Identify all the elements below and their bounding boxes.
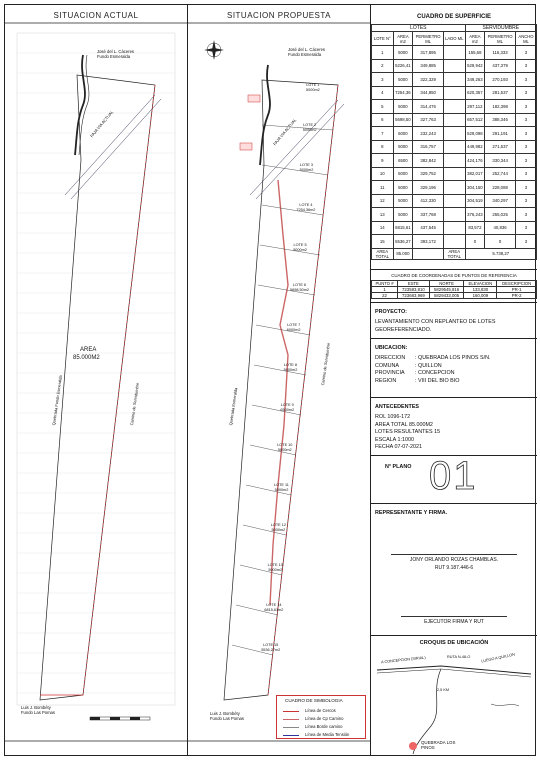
lot-label (290, 283, 309, 292)
table-cell: 40,836 (485, 221, 516, 235)
proyecto-text-2: GEOREFERENCIADO. (375, 327, 432, 333)
table-cell: 329,196 (413, 181, 444, 195)
proyecto-section (371, 302, 537, 333)
ubicacion-value: : QUILLON (415, 362, 442, 369)
legend-box (276, 695, 366, 739)
table-row (372, 86, 537, 100)
table-cell: 160,009 (464, 293, 497, 299)
table-row (372, 208, 537, 222)
lot-name: LOTE 14 (266, 603, 282, 607)
lot-area: 7254,36m2 (296, 207, 316, 212)
table-cell: 7 (372, 127, 394, 141)
lot-label (284, 363, 298, 372)
lot-area: 5698,50m2 (290, 287, 309, 292)
coord-table (371, 280, 537, 299)
table-cell: 327,763 (413, 113, 444, 127)
lot-name: LOTE 7 (287, 323, 301, 327)
table-cell: 255,025 (485, 208, 516, 222)
surface-group-lotes: LOTES (372, 25, 466, 32)
road-label-2: FAJA VIA ACTUAL (272, 117, 298, 147)
table-cell: 657,512 (465, 113, 485, 127)
legend-swatch (283, 711, 299, 712)
lot-area: 5000m2 (306, 87, 320, 92)
lot-name: LOTE 11 (274, 483, 289, 487)
legend-swatch (283, 719, 299, 720)
coord-header-4: DESCRIPCION (497, 281, 537, 287)
croquis-road-3: LUEGO A QUILLON (480, 652, 516, 664)
legend-swatch (283, 735, 299, 736)
table-cell: 232,243 (413, 127, 444, 141)
table-cell (443, 73, 465, 87)
proyecto-heading: PROYECTO: (375, 309, 407, 315)
table-cell: 344,850 (413, 86, 444, 100)
total-lotes-label: AREA TOTAL (372, 248, 394, 259)
table-cell: 5000 (393, 46, 413, 60)
table-cell: 4 (372, 86, 394, 100)
table-cell: 116,333 (485, 46, 516, 60)
lot-label (296, 203, 315, 212)
south-owner-label: Luis J. Bombéty Fundo Las Pomas (21, 705, 55, 715)
table-cell: 3 (515, 194, 536, 208)
total-serv-label: AREA TOTAL (443, 248, 465, 259)
table-row (372, 46, 537, 60)
plano-number: 01 (429, 454, 478, 498)
ubicacion-key: COMUNA (375, 362, 399, 369)
coord-table-title: CUADRO DE COORDENADAS DE PUNTOS DE REFERENCIA (391, 273, 517, 278)
road-label: FAJA VIA ACTUAL (89, 109, 115, 139)
table-cell: 5226,41 (393, 59, 413, 73)
table-cell: 437,545 (413, 221, 444, 235)
table-row (372, 127, 537, 141)
lot-label (287, 323, 301, 332)
table-cell: 9 (372, 154, 394, 168)
left-boundary-label-2: Quebrada Esmeralda (228, 387, 239, 426)
ejecutor-label: EJECUTOR FIRMA Y RUT (424, 619, 484, 625)
north-arrow-icon (204, 40, 224, 60)
area-label: AREA (80, 347, 97, 353)
plano-section (371, 455, 537, 503)
table-cell: 3 (515, 167, 536, 181)
table-cell: 304,150 (465, 181, 485, 195)
table-cell: 349,885 (413, 59, 444, 73)
croquis-road-2: RUTA N-48-O (447, 655, 471, 659)
table-cell: 15 (372, 235, 394, 249)
table-cell: 330,344 (485, 154, 516, 168)
table-cell (443, 59, 465, 73)
table-cell: 297,112 (465, 100, 485, 114)
table-cell: 3 (515, 100, 536, 114)
lot-label (280, 403, 294, 412)
table-cell: 529,942 (465, 59, 485, 73)
firma-line (391, 554, 517, 555)
plan-actual-drawing (5, 5, 188, 757)
antecedente-line: FECHA 07-07-2021 (375, 444, 423, 450)
lot-area: 5536,27m2 (261, 647, 281, 652)
lot-name: LOTE 13 (267, 563, 283, 567)
table-cell: 337,768 (413, 208, 444, 222)
legend-item-label: Línea de Media Tensión (305, 732, 350, 737)
table-cell: 376,243 (465, 208, 485, 222)
lot-name: LOTE 12 (270, 523, 286, 527)
table-cell: 0 (465, 235, 485, 249)
table-cell: 3 (515, 127, 536, 141)
table-cell: 8 (372, 140, 394, 154)
lot-area: 5000m2 (268, 567, 283, 572)
table-cell: 3 (515, 73, 536, 87)
firma-heading: REPRESENTANTE Y FIRMA. (375, 510, 448, 516)
ubicacion-value: : VIII DEL BIO BIO (415, 377, 460, 384)
croquis-road-1: A CONCEPCION (SIRIAL) (380, 655, 426, 665)
table-cell: 322,329 (413, 73, 444, 87)
table-row (372, 235, 537, 249)
lot-area: 6500m2 (280, 407, 295, 412)
table-row (372, 140, 537, 154)
table-cell: 3 (515, 235, 536, 249)
plano-label: N° PLANO (385, 464, 412, 470)
table-cell: 270,193 (485, 73, 516, 87)
firma-section (371, 503, 537, 625)
table-cell: 22 (372, 293, 398, 299)
surface-header-5: PERIMETRO ML (485, 32, 516, 46)
surface-table (371, 24, 537, 260)
table-cell: 424,176 (465, 154, 485, 168)
table-row (372, 181, 537, 195)
left-boundary-label: Quebrada Fundo Esmeralda (51, 375, 63, 426)
table-cell (443, 235, 465, 249)
antecedente-line: ESCALA 1:1000 (375, 436, 414, 443)
lot-label (274, 483, 289, 492)
lot-area: 5000m2 (274, 487, 289, 492)
total-serv-value: 5.738,27 (465, 248, 536, 259)
table-cell (443, 221, 465, 235)
legend-item-label: Línea de Cp Camino (305, 716, 344, 721)
lot-area: 5000m2 (293, 247, 307, 252)
table-cell: 316,757 (413, 140, 444, 154)
table-row (372, 100, 537, 114)
table-cell: 6000 (393, 127, 413, 141)
antecedente-line: ROL 1096-172 (375, 414, 411, 420)
table-cell: 5536,27 (393, 235, 413, 249)
table-cell: 382,017 (465, 167, 485, 181)
lot-name: LOTE 10 (277, 443, 293, 447)
ubicacion-value: : CONCEPCION (415, 370, 455, 376)
table-cell: 5829545,816 (429, 287, 464, 293)
lot-area: 5000m2 (277, 447, 292, 452)
panel-info (371, 5, 537, 755)
lot-area: 5000m2 (283, 367, 298, 372)
table-cell: 291,191 (485, 127, 516, 141)
surface-header-0: LOTE N° (372, 32, 394, 46)
croquis-section (371, 635, 537, 757)
table-cell: 13 (372, 208, 394, 222)
antecedentes-heading: ANTECEDENTES (375, 404, 420, 410)
table-cell: 11 (372, 181, 394, 195)
table-cell: 5698,50 (393, 113, 413, 127)
coord-header-3: ELEVACION (464, 281, 497, 287)
table-cell: 329,752 (413, 167, 444, 181)
table-cell (443, 100, 465, 114)
table-cell: 3 (515, 181, 536, 195)
table-cell (443, 46, 465, 60)
table-row (372, 59, 537, 73)
table-cell: 0 (485, 235, 516, 249)
coord-header-1: ESTE (398, 281, 430, 287)
lot-label (268, 563, 283, 572)
lot-label (271, 523, 286, 532)
panel-situacion-propuesta (188, 5, 371, 755)
table-cell: 3 (515, 154, 536, 168)
firma-name: JONY ORLANDO ROZAS CHAMBLAS. (409, 557, 499, 563)
table-cell: 5 (372, 100, 394, 114)
ubicacion-key: REGION (375, 377, 397, 384)
croquis-title: CROQUIS DE UBICACIÓN (419, 640, 489, 646)
lot-name: LOTE 8 (283, 363, 297, 367)
table-cell: 3 (515, 46, 536, 60)
surface-header-1: AREA m2 (393, 32, 413, 46)
antecedente-line: LOTES RESULTANTES 15 (375, 429, 441, 435)
table-cell (443, 86, 465, 100)
panel-title-actual: SITUACION ACTUAL (53, 11, 139, 20)
table-row (372, 154, 537, 168)
table-cell: 317,895 (413, 46, 444, 60)
table-cell: 3 (515, 208, 536, 222)
table-cell: 12 (372, 194, 394, 208)
table-cell: 620,357 (465, 86, 485, 100)
lot-label (261, 643, 280, 652)
table-cell: PR-2 (497, 293, 537, 299)
area-value: 85.000M2 (73, 355, 100, 361)
table-cell: 14 (372, 221, 394, 235)
table-cell (443, 167, 465, 181)
right-boundary-label-2: Camino de Servidumbre (320, 342, 331, 386)
table-cell: 723683,969 (398, 293, 430, 299)
table-cell: 6 (372, 113, 394, 127)
table-cell: 3 (372, 73, 394, 87)
ubicacion-heading: UBICACION: (375, 345, 408, 351)
lot-area: 5000m2 (271, 527, 286, 532)
table-cell: 3 (515, 86, 536, 100)
panel-situacion-actual (5, 5, 188, 755)
lot-label (306, 83, 320, 92)
north-owner-label: José del L. Cáceres Fundo Esmeralda (97, 49, 135, 59)
lot-label (293, 243, 307, 252)
table-row (372, 221, 537, 235)
lot-area: 6000m2 (286, 327, 301, 332)
total-lotes-value: 85.000 (393, 248, 413, 259)
table-cell (443, 113, 465, 127)
table-cell: 412,330 (413, 194, 444, 208)
lot-label (277, 443, 292, 452)
table-cell: 437,379 (485, 59, 516, 73)
table-cell: 5000 (393, 167, 413, 181)
lot-name: LOTE 4 (299, 203, 313, 207)
right-boundary-label: Camino de Servidumbre (129, 382, 140, 426)
table-cell: 723583,810 (398, 287, 430, 293)
lot-name: LOTE 3 (299, 163, 313, 167)
legend-item-label: Línea de Cercos (305, 708, 336, 713)
lot-label (300, 163, 314, 172)
coord-header-2: NORTE (429, 281, 464, 287)
table-cell: 5000 (393, 100, 413, 114)
lot-area: 5000m2 (299, 167, 314, 172)
surface-header-3: LADO ML (443, 32, 465, 46)
table-cell: 271,537 (485, 140, 516, 154)
plan-sheet (4, 4, 536, 756)
table-cell (443, 181, 465, 195)
lot-area: 6815,61m2 (264, 607, 284, 612)
surface-group-serv: SERVIDUMBRE (465, 25, 536, 32)
table-cell: 314,476 (413, 100, 444, 114)
coord-section (371, 269, 537, 298)
table-cell: 228,088 (485, 181, 516, 195)
south-owner-label-2: Luis J. Bombéty Fundo Las Pomas (210, 711, 244, 721)
table-cell: 5829433,005 (429, 293, 464, 299)
lot-name: LOTE 5 (293, 243, 307, 247)
lot-label (303, 123, 317, 132)
table-row (372, 194, 537, 208)
table-cell: 3 (515, 113, 536, 127)
table-cell: 3 (515, 221, 536, 235)
panel-title-propuesta: SITUACION PROPUESTA (226, 11, 332, 20)
table-cell: 529,098 (465, 127, 485, 141)
legend-title: CUADRO DE SIMBOLOGIA (285, 698, 343, 703)
table-cell: 2 (372, 59, 394, 73)
table-row (372, 167, 537, 181)
table-cell: 133,830 (464, 287, 497, 293)
lot-label (264, 603, 283, 612)
table-row (372, 73, 537, 87)
table-cell: 304,519 (465, 194, 485, 208)
table-cell: 6815,61 (393, 221, 413, 235)
proyecto-text-1: LEVANTAMIENTO CON REPLANTEO DE LOTES (375, 319, 496, 325)
table-cell (443, 208, 465, 222)
table-cell (443, 194, 465, 208)
lot-area: 5000m2 (302, 127, 317, 132)
surface-header-6: ANCHO ML (515, 32, 536, 46)
table-cell: 1 (372, 46, 394, 60)
table-row (372, 293, 537, 299)
firma-rut: RUT 9.187.446-6 (434, 565, 474, 571)
table-cell: 3 (515, 140, 536, 154)
table-cell: 382,842 (413, 154, 444, 168)
table-cell: 5000 (393, 194, 413, 208)
lot-name: LOTE 2 (303, 123, 317, 127)
north-owner-label-2: José del L. Cáceres Fundo Esmeralda (288, 47, 326, 57)
antecedente-line: AREA TOTAL 85.000M2 (375, 421, 433, 428)
legend-swatch (283, 727, 299, 728)
lot-name: LOTE 15 (263, 643, 279, 647)
table-cell: 1 (372, 287, 398, 293)
table-cell: 5000 (393, 208, 413, 222)
table-cell: 393,172 (413, 235, 444, 249)
table-cell (443, 154, 465, 168)
coord-header-0: PUNTO # (372, 281, 398, 287)
antecedentes-section (371, 397, 537, 450)
table-cell: 10 (372, 167, 394, 181)
table-cell: 155,68 (465, 46, 485, 60)
ubicacion-value: : QUEBRADA LOS PINOS S/N. (415, 355, 491, 361)
table-cell: 7254,36 (393, 86, 413, 100)
ubicacion-key: DIRECCION (375, 355, 406, 361)
lot-name: LOTE 9 (280, 403, 294, 407)
legend-item-label: Línea Borde camino (305, 724, 343, 729)
table-cell (443, 127, 465, 141)
table-cell: 449,982 (465, 140, 485, 154)
table-cell: 5000 (393, 140, 413, 154)
croquis-km: 2,5 KM (437, 688, 450, 692)
croquis-place: QUEBRADA LOS PINOS (421, 740, 456, 750)
table-cell: 252,744 (485, 167, 516, 181)
table-cell: 5000 (393, 181, 413, 195)
lot-name: LOTE 6 (292, 283, 307, 287)
table-cell: 5000 (393, 73, 413, 87)
table-cell: 182,398 (485, 100, 516, 114)
table-cell: 388,346 (485, 113, 516, 127)
table-cell: 340,297 (485, 194, 516, 208)
table-cell: PR-1 (497, 287, 537, 293)
lot-name: LOTE 1 (306, 83, 320, 87)
table-cell: 6500 (393, 154, 413, 168)
surface-header-4: AREA m2 (465, 32, 485, 46)
table-cell: 349,263 (465, 73, 485, 87)
table-cell (443, 140, 465, 154)
table-cell: 83,572 (465, 221, 485, 235)
table-row (372, 113, 537, 127)
surface-header-2: PERIMETRO ML (413, 32, 444, 46)
ejecutor-line (401, 616, 507, 617)
table-cell: 3 (515, 59, 536, 73)
ubicacion-section (371, 338, 537, 384)
table-cell: 281,537 (485, 86, 516, 100)
surface-table-title: CUADRO DE SUPERFICIE (416, 14, 491, 20)
ubicacion-key: PROVINCIA (375, 370, 405, 376)
